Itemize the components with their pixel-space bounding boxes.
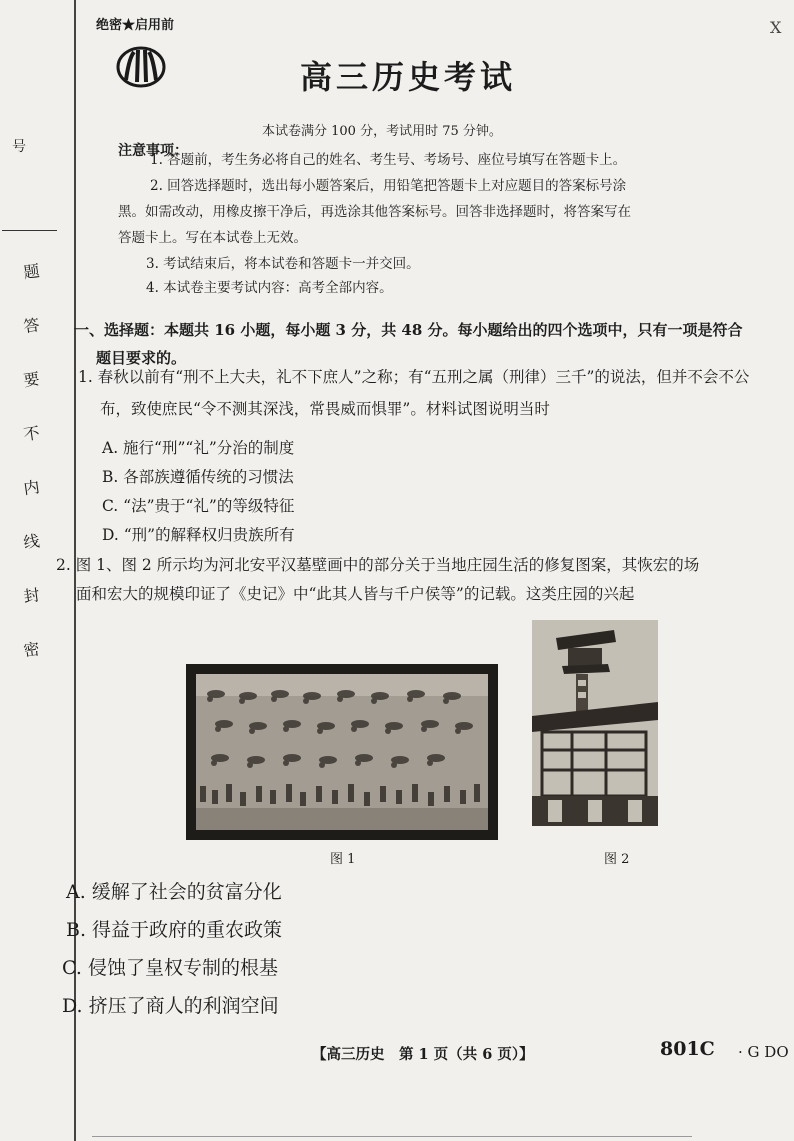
q1-stem-line: 1. 春秋以前有“刑不上大夫，礼不下庶人”之称；有“五刑之属（刑律）三千”的说法，但并不会不公 <box>78 368 750 386</box>
margin-label: 号 <box>12 139 26 155</box>
q2-option-a[interactable]: A. 缓解了社会的贫富分化 <box>66 881 282 903</box>
page-footer: 【高三历史 第 1 页（共 6 页）】 <box>312 1046 534 1063</box>
bottom-rule <box>92 1136 692 1137</box>
seal-char: 要 <box>22 369 41 391</box>
seal-char: 答 <box>22 315 41 337</box>
score-line: 本试卷满分 100 分，考试用时 75 分钟。 <box>262 124 502 139</box>
note-line: 4. 本试卷主要考试内容：高考全部内容。 <box>146 280 393 296</box>
q1-option-d[interactable]: D. “刑”的解释权归贵族所有 <box>102 526 295 544</box>
figure-2-caption: 图 2 <box>604 852 630 867</box>
note-line: 1. 答题前，考生务必将自己的姓名、考生号、考场号、座位号填写在答题卡上。 <box>150 152 627 168</box>
school-logo-icon <box>116 44 166 90</box>
figure-1-caption: 图 1 <box>330 852 356 867</box>
q2-stem-line: 面和宏大的规模印证了《史记》中“此其人皆与千户侯等”的记载。这类庄园的兴起 <box>76 585 635 603</box>
q1-option-b[interactable]: B. 各部族遵循传统的习惯法 <box>102 468 294 486</box>
manor-tower-image <box>532 620 658 826</box>
exam-title: 高三历史考试 <box>300 58 517 96</box>
margin-underline <box>2 230 57 231</box>
figure-1-mural <box>186 664 498 840</box>
q1-stem-line: 布，致使庶民“令不测其深浅，常畏威而惧罪”。材料试图说明当时 <box>100 400 550 418</box>
exam-code-suffix: · G DO <box>738 1043 789 1061</box>
section-heading-line: 题目要求的。 <box>96 349 187 367</box>
seal-char: 封 <box>22 585 41 607</box>
note-line: 2. 回答选择题时，选出每小题答案后，用铅笔把答题卡上对应题目的答案标号涂 <box>150 178 627 194</box>
q2-option-d[interactable]: D. 挤压了商人的利润空间 <box>62 995 279 1017</box>
exam-code: 801C <box>660 1038 715 1060</box>
section-heading-line: 一、选择题：本题共 16 小题，每小题 3 分，共 48 分。每小题给出的四个选项中，只有一项是符合 <box>74 321 743 339</box>
corner-mark: X <box>770 18 782 37</box>
seal-char: 密 <box>22 639 41 661</box>
note-line: 答题卡上。写在本试卷上无效。 <box>118 230 307 246</box>
q1-option-c[interactable]: C. “法”贵于“礼”的等级特征 <box>102 497 295 515</box>
seal-line-text <box>20 262 48 694</box>
notes-title: 注意事项： <box>118 143 188 159</box>
q2-stem-line: 2. 图 1、图 2 所示均为河北安平汉墓壁画中的部分关于当地庄园生活的修复图案，其恢宏的场 <box>56 556 700 574</box>
seal-char: 线 <box>22 531 41 553</box>
seal-char: 内 <box>22 477 41 499</box>
seal-char: 不 <box>22 423 41 445</box>
note-line: 黑。如需改动，用橡皮擦干净后，再选涂其他答案标号。回答非选择题时，将答案写在 <box>118 204 631 220</box>
note-line: 3. 考试结束后，将本试卷和答题卡一并交回。 <box>146 256 420 272</box>
figure-2-manor <box>532 620 658 826</box>
chariot-procession-image <box>196 674 488 830</box>
q2-option-c[interactable]: C. 侵蚀了皇权专制的根基 <box>62 957 278 979</box>
secret-label: 绝密★启用前 <box>96 18 175 33</box>
q1-option-a[interactable]: A. 施行“刑”“礼”分治的制度 <box>102 439 295 457</box>
seal-char: 题 <box>22 261 41 283</box>
q2-option-b[interactable]: B. 得益于政府的重农政策 <box>66 919 283 941</box>
